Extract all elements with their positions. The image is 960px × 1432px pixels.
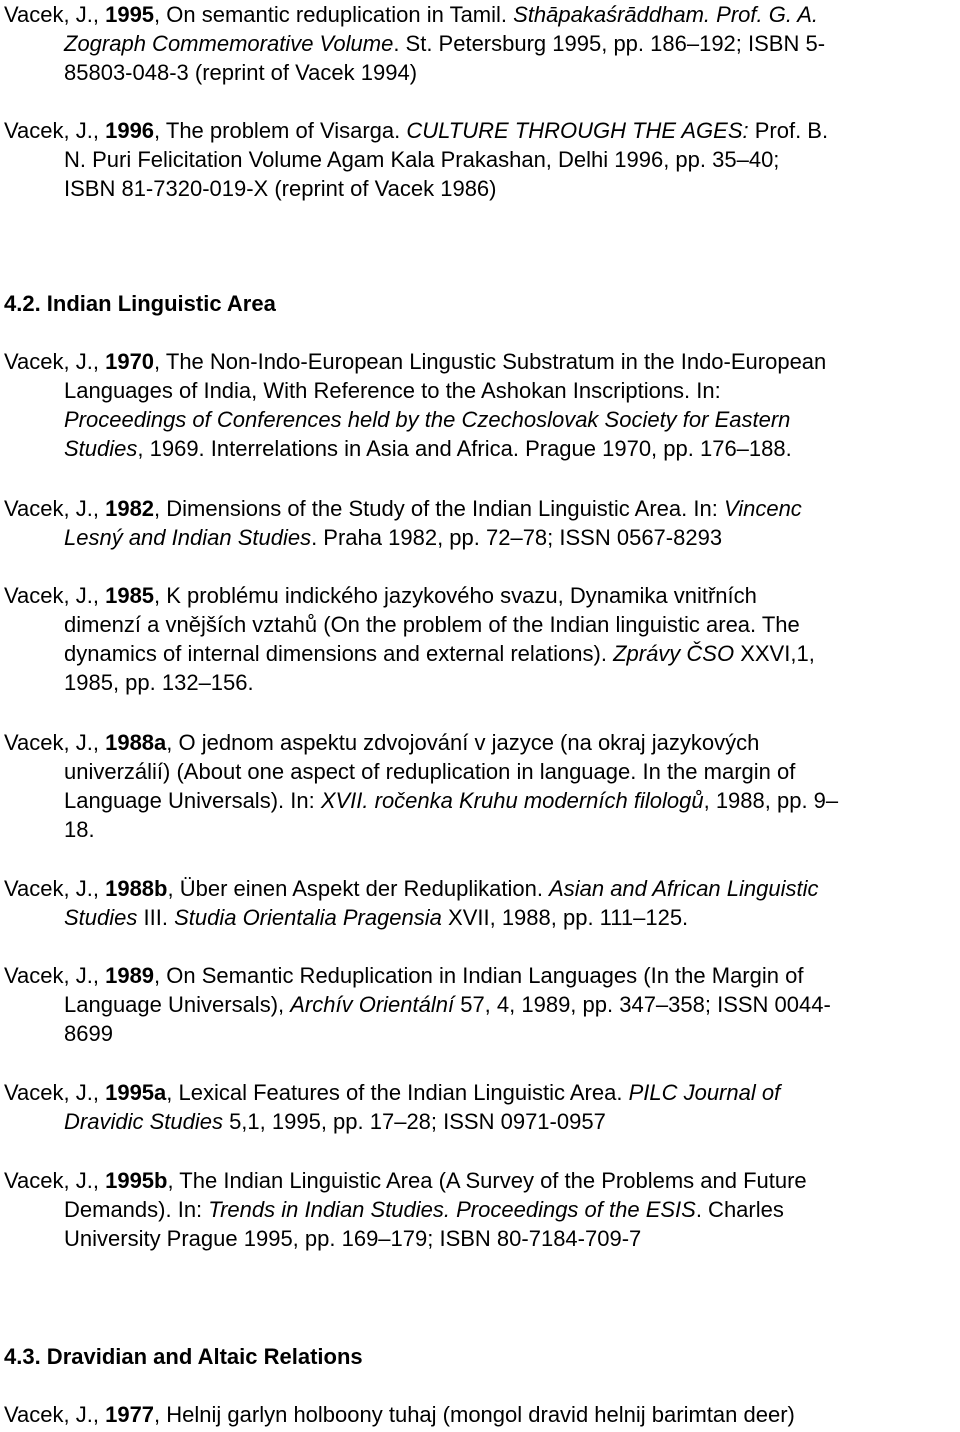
bib-entry-line [4, 116, 956, 145]
entry-italic-text: Archív Orientální [290, 992, 455, 1017]
bib-entry-line [4, 494, 956, 523]
entry-text: univerzálií) (About one aspect of reduplication in language. In the margin of [64, 759, 796, 784]
entry-year: 1995a [105, 1080, 167, 1105]
bib-entry [4, 347, 956, 463]
entry-text: dimenzí a vnějších vztahů (On the problem of the Indian linguistic area. The [64, 612, 800, 637]
bib-entry-line [4, 405, 956, 434]
entry-text: ISBN 81-7320-019-X (reprint of Vacek 1986) [64, 176, 497, 201]
entry-italic-text: Vincenc [723, 496, 802, 521]
section-heading: 4.3. Dravidian and Altaic Relations [4, 1344, 363, 1369]
entry-text: , The Indian Linguistic Area (A Survey of the Problems and Future [167, 1168, 807, 1193]
entry-year: 1996 [105, 118, 155, 143]
entry-text: Demands). In: [64, 1197, 209, 1222]
section-heading: 4.2. Indian Linguistic Area [4, 291, 276, 316]
entry-text: Language Universals), [64, 992, 291, 1017]
entry-italic-text: Lesný and Indian Studies [64, 525, 312, 550]
entry-text: 57, 4, 1989, pp. 347–358; ISSN 0044- [454, 992, 831, 1017]
entry-italic-text: Proceedings of Conferences held by the Czechoslovak Society for Eastern [64, 407, 791, 432]
entry-text: dynamics of internal dimensions and external relations). [64, 641, 614, 666]
entry-text: 1985, pp. 132–156. [64, 670, 254, 695]
entry-text: , On semantic reduplication in Tamil. [154, 2, 514, 27]
bib-entry [4, 728, 956, 844]
bib-entry-line [4, 523, 956, 552]
entry-text: , [92, 118, 106, 143]
entry-text: Vacek, J. [4, 730, 93, 755]
entry-text: Languages of India, With Reference to the Ashokan Inscriptions. In: [64, 378, 721, 403]
bib-entry-line [4, 1019, 956, 1048]
entry-italic-text: XVII. ročenka Kruhu moderních filologů [320, 788, 704, 813]
entry-text: 5,1, 1995, pp. 17–28; ISSN 0971-0957 [222, 1109, 606, 1134]
entry-text: Vacek, J. [4, 876, 93, 901]
entry-text: , Dimensions of the Study of the Indian Linguistic Area. In: [154, 496, 724, 521]
entry-year: 1988a [105, 730, 167, 755]
bib-entry [4, 1078, 956, 1136]
entry-text: . Charles [695, 1197, 784, 1222]
entry-text: 85803-048-3 (reprint of Vacek 1994) [64, 60, 418, 85]
entry-year: 1988b [105, 876, 168, 901]
entry-text: , [92, 1168, 106, 1193]
bib-entry-line [4, 145, 956, 174]
entry-text: , [92, 876, 106, 901]
entry-italic-text: Zograph Commemorative Volume [64, 31, 394, 56]
entry-text: , 1969. Interrelations in Asia and Africa. Prague 1970, pp. 176–188. [137, 436, 792, 461]
entry-text: , [92, 349, 106, 374]
entry-text: , Über einen Aspekt der Reduplikation. [167, 876, 550, 901]
bib-entry [4, 1166, 956, 1253]
entry-text: , Lexical Features of the Indian Linguistic Area. [166, 1080, 629, 1105]
entry-text: , The Non-Indo-European Lingustic Substratum in the Indo-European [154, 349, 827, 374]
entry-italic-text: Studies [64, 436, 138, 461]
bib-entry-line [4, 1224, 956, 1253]
entry-text: , K problému indického jazykového svazu, Dynamika vnitřních [154, 583, 757, 608]
entry-text: XVII, 1988, pp. 111–125. [441, 905, 689, 930]
bib-entry [4, 581, 956, 697]
entry-text: , [92, 1080, 106, 1105]
entry-text: Vacek, J. [4, 583, 93, 608]
entry-text: Vacek, J. [4, 349, 93, 374]
entry-year: 1970 [105, 349, 155, 374]
bib-entry-line [4, 1166, 956, 1195]
entry-text: Vacek, J. [4, 496, 93, 521]
entry-italic-text: Zprávy ČSO [613, 641, 735, 666]
entry-text: III. [137, 905, 175, 930]
bib-entry-line [4, 728, 956, 757]
bib-entry-line [4, 581, 956, 610]
entry-text: University Prague 1995, pp. 169–179; ISBN 80-7184-709-7 [64, 1226, 642, 1251]
entry-year: 1985 [105, 583, 155, 608]
entry-text: Vacek, J. [4, 1168, 93, 1193]
entry-year: 1977 [105, 1402, 155, 1427]
bib-entry [4, 1400, 956, 1429]
entry-text: , [92, 730, 106, 755]
bib-entry-line [4, 668, 956, 697]
bib-entry [4, 0, 956, 87]
bib-entry-line [4, 1400, 956, 1429]
entry-text: Vacek, J. [4, 963, 93, 988]
entry-text: , The problem of Visarga. [154, 118, 407, 143]
entry-text: , [92, 2, 106, 27]
bib-entry-line [4, 639, 956, 668]
entry-text: , [92, 583, 106, 608]
entry-text: N. Puri Felicitation Volume Agam Kala Prakashan, Delhi 1996, pp. 35–40; [64, 147, 780, 172]
bib-entry-line [4, 903, 956, 932]
bib-entry-line [4, 347, 956, 376]
entry-italic-text: Trends in Indian Studies. Proceedings of the ESIS [208, 1197, 696, 1222]
entry-year: 1989 [105, 963, 155, 988]
entry-italic-text: Asian and African Linguistic [549, 876, 819, 901]
bib-entry-line [4, 29, 956, 58]
entry-text: 18. [64, 817, 95, 842]
entry-text: Vacek, J. [4, 1402, 93, 1427]
entry-text: , Helnij garlyn holboony tuhaj (mongol dravid helnij barimtan deer) [154, 1402, 795, 1427]
entry-text: Vacek, J. [4, 2, 93, 27]
entry-text: , [92, 496, 106, 521]
entry-text: , 1988, pp. 9– [703, 788, 839, 813]
entry-text: Vacek, J. [4, 118, 93, 143]
bib-entry-line [4, 376, 956, 405]
entry-italic-text: Studia Orientalia Pragensia [174, 905, 442, 930]
entry-italic-text: PILC Journal of [628, 1080, 781, 1105]
bib-entry-line [4, 961, 956, 990]
entry-text: 8699 [64, 1021, 113, 1046]
bib-entry-line [4, 1078, 956, 1107]
entry-year: 1995 [105, 2, 155, 27]
bib-entry-line [4, 0, 956, 29]
bib-entry-line [4, 174, 956, 203]
entry-italic-text: Sthāpakaśrāddham. Prof. G. A. [513, 2, 819, 27]
entry-italic-text: Dravidic Studies [64, 1109, 223, 1134]
entry-text: . Praha 1982, pp. 72–78; ISSN 0567-8293 [311, 525, 723, 550]
entry-year: 1995b [105, 1168, 168, 1193]
bib-entry [4, 116, 956, 203]
entry-italic-text: Studies [64, 905, 138, 930]
bib-entry-line [4, 786, 956, 815]
entry-text: Language Universals). In: [64, 788, 321, 813]
bib-entry-line [4, 815, 956, 844]
bib-entry [4, 961, 956, 1048]
entry-text: , O jednom aspektu zdvojování v jazyce (na okraj jazykových [166, 730, 760, 755]
bib-entry-line [4, 434, 956, 463]
bib-entry-line [4, 1107, 956, 1136]
bib-entry-line [4, 1195, 956, 1224]
entry-italic-text: CULTURE THROUGH THE AGES: [406, 118, 749, 143]
bib-entry-line [4, 757, 956, 786]
bib-entry [4, 874, 956, 932]
entry-year: 1982 [105, 496, 155, 521]
bib-entry-line [4, 610, 956, 639]
entry-text: Prof. B. [748, 118, 829, 143]
entry-text: Vacek, J. [4, 1080, 93, 1105]
entry-text: , [92, 963, 106, 988]
entry-text: , On Semantic Reduplication in Indian Languages (In the Margin of [154, 963, 804, 988]
entry-text: XXVI,1, [734, 641, 815, 666]
bib-entry-line [4, 874, 956, 903]
bib-entry-line [4, 990, 956, 1019]
entry-text: . St. Petersburg 1995, pp. 186–192; ISBN 5- [393, 31, 826, 56]
bib-entry [4, 494, 956, 552]
entry-text: , [92, 1402, 106, 1427]
bib-entry-line [4, 58, 956, 87]
